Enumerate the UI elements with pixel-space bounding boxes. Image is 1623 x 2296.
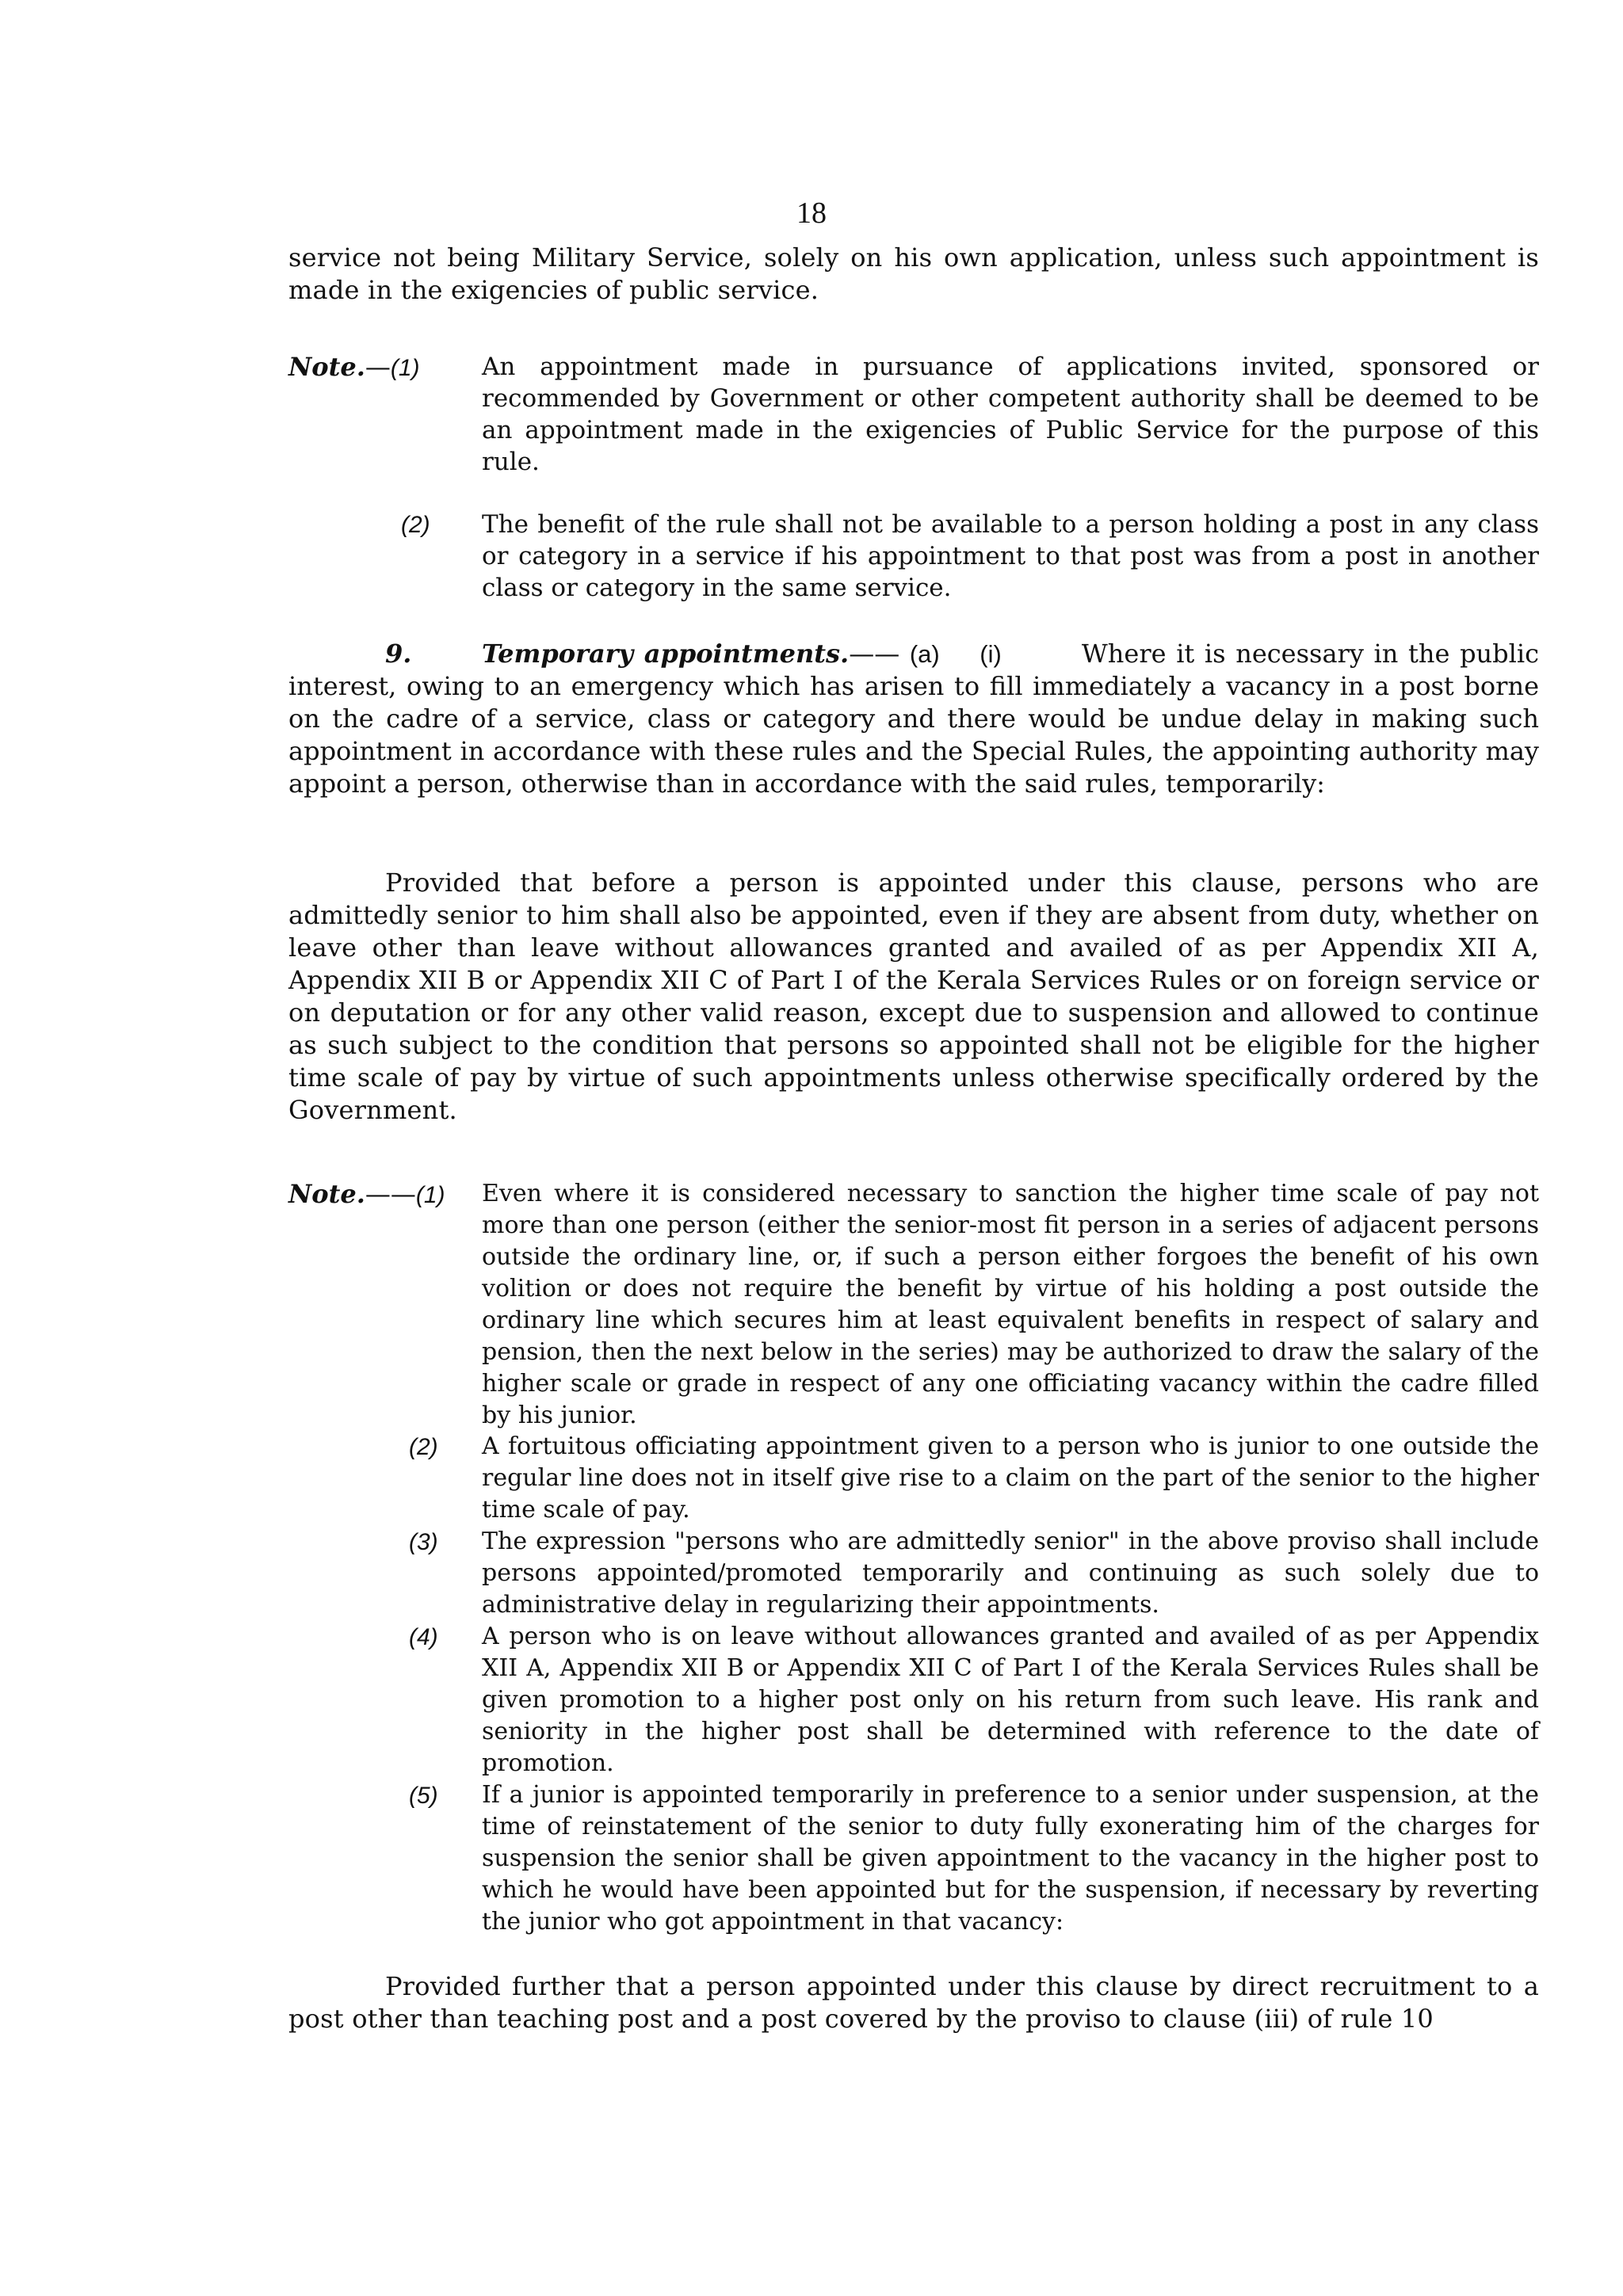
note-item-number: (2) [401, 512, 430, 538]
section-number: 9. [385, 639, 412, 669]
note-label: Note.—(1) [288, 352, 420, 382]
section-dash: —— [849, 639, 900, 669]
note-2-item-1 [288, 1178, 1539, 1432]
note-2-item-2 [288, 1431, 1539, 1526]
page-number: 18 [796, 196, 827, 230]
note-1-item-2 [288, 509, 1539, 612]
continuation-text: service not being Military Service, solely on his own application, unless such appointment is made in the exigencies of public service. [288, 242, 1539, 305]
note-item-number: (3) [409, 1529, 438, 1555]
note-2-item-3 [288, 1526, 1539, 1621]
note-item-number: (4) [409, 1624, 438, 1650]
note-text: The benefit of the rule shall not be available to a person holding a post in any class or category in a service if his appointment to that post was from a post in another class or category in the same service. [482, 510, 1539, 602]
note-2-item-5 [288, 1779, 1539, 1970]
note-1-item-1 [288, 351, 1539, 486]
proviso-text: Provided further that a person appointed under this clause by direct recruitment to a post other than teaching post and a post covered by the proviso to clause (iii) of rule 10 [288, 1971, 1539, 2034]
note-text: The expression "persons who are admittedly senior" in the above proviso shall include persons appointed/promoted temporarily and continuing as such solely due to administrative delay in regularizing their appointments. [482, 1527, 1539, 1619]
note-item-number: (2) [409, 1434, 438, 1460]
note-text: A person who is on leave without allowances granted and availed of as per Appendix XII A, Appendix XII B or Appendix XII C of Part I of the Kerala Services Rules shall be given promotion to a higher post only on his return from such leave. His rank and seniority in the higher post shall be determined with reference to the date of promotion. [482, 1623, 1539, 1777]
note-text: Even where it is considered necessary to sanction the higher time scale of pay not more than one person (either the senior-most fit person in a series of adjacent persons outside the ordinary line, or, if such a person either forgoes the benefit of his own volition or does not require the benefit by virtue of his holding a post outside the ordinary line which secures him at least equivalent benefits in respect of salary and pension, then the next below in the series) may be authorized to draw the salary of the higher scale or grade in respect of any one officiating vacancy within the cadre filled by his junior. [482, 1180, 1539, 1429]
note-item-number: (5) [409, 1783, 438, 1809]
note-text: A fortuitous officiating appointment given to a person who is junior to one outside the regular line does not in itself give rise to a claim on the part of the senior to the higher time scale of pay. [482, 1432, 1539, 1524]
proviso-2 [288, 1970, 1539, 2035]
note-2-item-4 [288, 1621, 1539, 1779]
proviso-1 [288, 867, 1539, 1127]
note-text: If a junior is appointed temporarily in preference to a senior under suspension, at the time of reinstatement of the senior to duty fully exonerating him of the charges for suspension the senior shall be given appointment to the vacancy in the higher post to which he would have been appointed but for the suspension, if necessary by reverting the junior who got appointment in that vacancy: [482, 1781, 1539, 1936]
section-9 [288, 638, 1539, 800]
section-title: Temporary appointments. [482, 639, 850, 669]
clause-label: (a) [909, 640, 940, 668]
proviso-text: Provided that before a person is appointed under this clause, persons who are admittedly senior to him shall also be appointed, even if they are absent from duty, whether on leave other than leave without allowances granted and availed of as per Appendix XII A, Appendix XII B or Appendix XII C of Part I of the Kerala Services Rules or on foreign service or on deputation or for any other valid reason, except due to suspension and allowed to continue as such subject to the condition that persons so appointed shall not be eligible for the higher time scale of pay by virtue of such appointments unless otherwise specifically ordered by the Government. [288, 868, 1539, 1125]
section-text: Where it is necessary in the public interest, owing to an emergency which has arisen to fill immediately a vacancy in a post borne on the cadre of a service, class or category and there would be undue delay in making such appointment in accordance with these rules and the Special Rules, the appointing authority may appoint a person, otherwise than in accordance with the said rules, temporarily: [288, 639, 1540, 799]
subclause-label: (i) [980, 640, 1002, 668]
continuation-paragraph [288, 242, 1539, 307]
note-label: Note.——(1) [288, 1179, 445, 1209]
note-text: An appointment made in pursuance of applications invited, sponsored or recommended by Government or other competent authority shall be deemed to be an appointment made in the exigencies of Public Service for the purpose of this rule. [482, 353, 1539, 476]
